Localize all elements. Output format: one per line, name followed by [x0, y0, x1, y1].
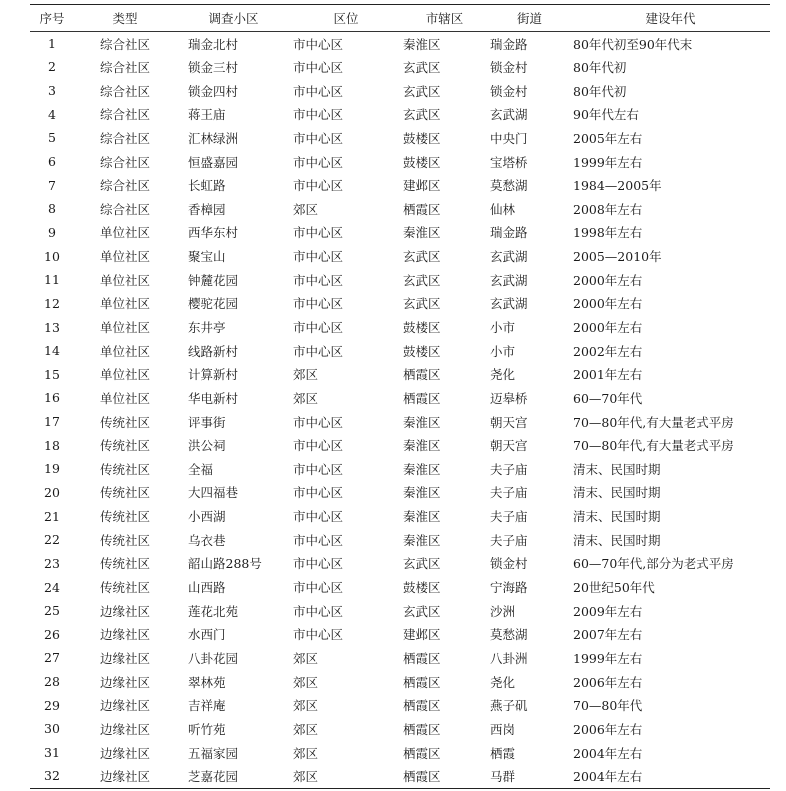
cell-district: 栖霞区	[403, 721, 441, 737]
cell-no: 23	[44, 555, 60, 571]
cell-type: 综合社区	[99, 59, 150, 75]
cell-no: 8	[48, 201, 56, 217]
cell-street: 尧化	[490, 367, 516, 383]
cell-community: 芝嘉花园	[176, 764, 291, 788]
cell-location: 市中心区	[293, 509, 344, 525]
cell-no: 1	[48, 36, 56, 52]
cell-location: 市中心区	[293, 414, 344, 430]
cell-community: 樱驼花园	[188, 296, 239, 312]
cell-type: 单位社区	[99, 320, 150, 335]
cell-no: 25	[44, 603, 60, 619]
cell-location: 市中心区	[293, 580, 344, 596]
cell-district: 栖霞区	[403, 745, 441, 761]
table-row	[30, 292, 770, 316]
cell-type: 边缘社区	[74, 764, 176, 788]
cell-type: 边缘社区	[99, 603, 150, 619]
cell-type: 传统社区	[99, 414, 150, 430]
table-row	[30, 504, 770, 528]
cell-type: 边缘社区	[99, 674, 150, 690]
cell-type: 单位社区	[99, 249, 150, 265]
cell-community: 瑞金北村	[188, 36, 239, 52]
header-cell-build-era: 建设年代	[571, 5, 770, 32]
cell-community: 聚宝山	[188, 249, 226, 265]
cell-district: 鼓楼区	[403, 130, 441, 146]
cell-location: 市中心区	[293, 154, 344, 170]
cell-type: 综合社区	[99, 36, 150, 52]
cell-build-era: 90年代左右	[573, 107, 639, 123]
cell-street: 瑞金路	[490, 225, 528, 241]
cell-build-era: 清末、民国时期	[573, 461, 661, 477]
cell-community: 长虹路	[188, 178, 226, 194]
cell-no: 17	[44, 414, 60, 430]
cell-no: 4	[48, 106, 56, 122]
cell-district: 栖霞区	[403, 201, 441, 217]
cell-type: 边缘社区	[99, 627, 150, 643]
cell-community: 东井亭	[188, 320, 226, 335]
cell-build-era: 2004年左右	[573, 745, 643, 761]
community-survey-table	[30, 4, 770, 789]
cell-street: 锁金村	[490, 59, 528, 75]
table-row	[30, 599, 770, 623]
cell-build-era: 2006年左右	[573, 674, 643, 690]
cell-district: 秦淮区	[403, 532, 441, 548]
cell-no: 9	[48, 224, 56, 240]
cell-location: 郊区	[293, 674, 319, 690]
cell-no: 5	[48, 130, 56, 146]
table-row	[30, 221, 770, 245]
cell-type: 传统社区	[99, 438, 150, 454]
cell-location: 市中心区	[293, 532, 344, 548]
cell-build-era: 2005—2010年	[573, 249, 662, 265]
cell-street: 玄武湖	[490, 249, 528, 265]
table-row	[30, 623, 770, 647]
cell-district: 秦淮区	[403, 509, 441, 525]
table-row	[30, 670, 770, 694]
cell-location: 市中心区	[293, 461, 344, 477]
cell-location: 市中心区	[293, 627, 344, 643]
cell-street: 玄武湖	[490, 272, 528, 288]
cell-community: 钟麓花园	[188, 272, 239, 288]
cell-type: 边缘社区	[99, 721, 150, 737]
cell-location: 郊区	[293, 698, 319, 714]
cell-type: 综合社区	[99, 154, 150, 170]
cell-community: 乌衣巷	[188, 532, 226, 548]
cell-district: 栖霞区	[403, 650, 441, 666]
cell-type: 传统社区	[99, 532, 150, 548]
cell-street: 沙洲	[490, 603, 516, 619]
cell-community: 山西路	[188, 580, 226, 596]
cell-type: 传统社区	[99, 485, 150, 501]
cell-district: 玄武区	[403, 59, 441, 75]
cell-build-era: 1999年左右	[573, 650, 643, 666]
cell-street: 小市	[490, 343, 516, 359]
cell-type: 综合社区	[99, 107, 150, 123]
cell-build-era: 2007年左右	[573, 627, 643, 643]
cell-build-era: 2009年左右	[573, 603, 643, 619]
cell-build-era: 20世纪50年代	[573, 580, 655, 596]
cell-street: 仙林	[490, 201, 516, 217]
cell-community: 翠林苑	[188, 674, 226, 690]
header-cell-street: 街道	[488, 5, 571, 32]
cell-no: 32	[30, 764, 74, 788]
cell-no: 21	[44, 508, 60, 524]
cell-community: 八卦花园	[188, 650, 239, 666]
cell-type: 综合社区	[99, 83, 150, 99]
cell-location: 郊区	[293, 367, 319, 383]
cell-community: 韶山路288号	[188, 556, 262, 572]
cell-street: 宝塔桥	[490, 154, 528, 170]
table-row	[30, 481, 770, 505]
cell-type: 单位社区	[99, 296, 150, 312]
cell-street: 瑞金路	[490, 36, 528, 52]
cell-district: 栖霞区	[403, 698, 441, 714]
cell-type: 单位社区	[99, 367, 150, 383]
cell-no: 26	[44, 626, 60, 642]
cell-build-era: 清末、民国时期	[573, 509, 661, 525]
header-cell-district: 市辖区	[401, 5, 488, 32]
cell-community: 小西湖	[188, 509, 226, 525]
table-row	[30, 55, 770, 79]
cell-type: 传统社区	[99, 461, 150, 477]
cell-no: 31	[44, 745, 60, 761]
cell-location: 郊区	[293, 201, 319, 217]
cell-street: 小市	[490, 320, 516, 335]
header-cell-community: 调查小区	[176, 5, 291, 32]
table-row	[30, 173, 770, 197]
cell-no: 14	[44, 343, 60, 359]
table-row	[30, 386, 770, 410]
header-cell-location: 区位	[291, 5, 401, 32]
cell-no: 15	[44, 366, 60, 382]
cell-street: 夫子庙	[490, 509, 528, 525]
cell-district: 建邺区	[403, 178, 441, 194]
cell-type: 单位社区	[99, 272, 150, 288]
cell-build-era: 60—70年代,部分为老式平房	[573, 556, 734, 572]
cell-community: 水西门	[188, 627, 226, 643]
cell-street: 朝天宫	[490, 438, 528, 454]
cell-street: 迈皋桥	[490, 390, 528, 406]
cell-community: 莲花北苑	[188, 603, 239, 619]
cell-community: 听竹苑	[188, 721, 226, 737]
cell-type: 单位社区	[99, 225, 150, 241]
cell-build-era: 清末、民国时期	[573, 485, 661, 501]
table-row	[30, 646, 770, 670]
cell-street: 燕子矶	[490, 698, 528, 714]
cell-build-era: 1999年左右	[573, 154, 643, 170]
cell-location: 市中心区	[293, 556, 344, 572]
cell-location: 市中心区	[293, 438, 344, 454]
cell-district: 玄武区	[403, 83, 441, 99]
cell-street: 马群	[488, 764, 571, 788]
cell-type: 传统社区	[99, 580, 150, 596]
cell-location: 市中心区	[293, 59, 344, 75]
table-row	[30, 339, 770, 363]
table-row	[30, 32, 770, 56]
cell-build-era: 70—80年代,有大量老式平房	[573, 438, 734, 454]
cell-location: 市中心区	[293, 485, 344, 501]
cell-build-era: 80年代初至90年代末	[573, 36, 693, 52]
cell-build-era: 60—70年代	[573, 390, 643, 406]
cell-district: 玄武区	[403, 107, 441, 123]
table-body	[30, 32, 770, 789]
cell-district: 玄武区	[403, 556, 441, 572]
cell-build-era: 2005年左右	[573, 130, 643, 146]
cell-street: 锁金村	[490, 556, 528, 572]
cell-no: 7	[48, 177, 56, 193]
cell-street: 夫子庙	[490, 461, 528, 477]
cell-district: 栖霞区	[403, 674, 441, 690]
cell-community: 洪公祠	[188, 438, 226, 454]
cell-district: 玄武区	[403, 272, 441, 288]
cell-location: 市中心区	[293, 320, 344, 335]
cell-build-era: 80年代初	[573, 83, 627, 99]
cell-build-era: 80年代初	[573, 59, 627, 75]
cell-street: 宁海路	[490, 580, 528, 596]
table-row	[30, 150, 770, 174]
cell-district: 秦淮区	[403, 438, 441, 454]
cell-district: 秦淮区	[403, 485, 441, 501]
cell-street: 锁金村	[490, 83, 528, 99]
cell-street: 莫愁湖	[490, 178, 528, 194]
cell-type: 单位社区	[99, 390, 150, 406]
cell-district: 鼓楼区	[403, 580, 441, 596]
cell-street: 尧化	[490, 674, 516, 690]
table-row	[30, 433, 770, 457]
cell-community: 锁金三村	[188, 59, 239, 75]
cell-district: 玄武区	[403, 249, 441, 265]
table-row	[30, 575, 770, 599]
table-row	[30, 197, 770, 221]
cell-community: 大四福巷	[188, 485, 239, 501]
cell-street: 朝天宫	[490, 414, 528, 430]
cell-community: 吉祥庵	[188, 698, 226, 714]
table-header	[30, 5, 770, 32]
cell-type: 传统社区	[99, 556, 150, 572]
table-row	[30, 717, 770, 741]
table-row	[30, 410, 770, 434]
cell-street: 玄武湖	[490, 107, 528, 123]
cell-community: 华电新村	[188, 390, 239, 406]
cell-build-era: 2004年左右	[571, 764, 770, 788]
cell-no: 30	[44, 721, 60, 737]
cell-location: 市中心区	[293, 296, 344, 312]
table-row	[30, 315, 770, 339]
cell-location: 市中心区	[293, 225, 344, 241]
header-row	[30, 5, 770, 32]
cell-build-era: 2008年左右	[573, 201, 643, 217]
cell-type: 综合社区	[99, 201, 150, 217]
cell-community: 锁金四村	[188, 83, 239, 99]
header-cell-type: 类型	[74, 5, 176, 32]
cell-build-era: 2000年左右	[573, 296, 643, 312]
cell-street: 西岗	[490, 721, 516, 737]
cell-community: 全福	[188, 461, 214, 477]
cell-district: 秦淮区	[403, 225, 441, 241]
cell-district: 鼓楼区	[403, 343, 441, 359]
cell-location: 郊区	[291, 764, 401, 788]
table-row	[30, 102, 770, 126]
cell-no: 22	[44, 532, 60, 548]
table-row	[30, 268, 770, 292]
cell-community: 恒盛嘉园	[188, 154, 239, 170]
cell-location: 市中心区	[293, 36, 344, 52]
cell-community: 五福家园	[188, 745, 239, 761]
cell-build-era: 70—80年代	[573, 698, 643, 714]
cell-no: 2	[48, 59, 56, 75]
cell-location: 市中心区	[293, 272, 344, 288]
cell-build-era: 2000年左右	[573, 272, 643, 288]
cell-type: 单位社区	[99, 343, 150, 359]
cell-street: 玄武湖	[490, 296, 528, 312]
table-row	[30, 79, 770, 103]
cell-no: 3	[48, 83, 56, 99]
cell-location: 市中心区	[293, 107, 344, 123]
table-row	[30, 764, 770, 788]
cell-build-era: 2006年左右	[573, 721, 643, 737]
cell-no: 24	[44, 579, 60, 595]
cell-build-era: 1998年左右	[573, 225, 643, 241]
cell-street: 夫子庙	[490, 485, 528, 501]
cell-district: 秦淮区	[403, 414, 441, 430]
cell-no: 16	[44, 390, 60, 406]
cell-community: 计算新村	[188, 367, 239, 383]
cell-community: 线路新村	[188, 343, 239, 359]
table-row	[30, 457, 770, 481]
cell-community: 评事街	[188, 414, 226, 430]
table-row	[30, 126, 770, 150]
cell-district: 鼓楼区	[403, 154, 441, 170]
table-row	[30, 693, 770, 717]
cell-no: 12	[44, 295, 60, 311]
cell-district: 秦淮区	[403, 461, 441, 477]
cell-type: 综合社区	[99, 178, 150, 194]
cell-type: 传统社区	[99, 509, 150, 525]
cell-district: 玄武区	[403, 603, 441, 619]
table-row	[30, 244, 770, 268]
cell-build-era: 1984—2005年	[573, 178, 662, 194]
cell-street: 中央门	[490, 130, 528, 146]
cell-district: 栖霞区	[401, 764, 488, 788]
cell-street: 莫愁湖	[490, 627, 528, 643]
cell-location: 市中心区	[293, 130, 344, 146]
cell-build-era: 70—80年代,有大量老式平房	[573, 414, 734, 430]
cell-build-era: 2000年左右	[573, 320, 643, 335]
cell-district: 鼓楼区	[403, 320, 441, 335]
cell-no: 29	[44, 697, 60, 713]
cell-location: 市中心区	[293, 603, 344, 619]
cell-no: 20	[44, 484, 60, 500]
cell-district: 栖霞区	[403, 367, 441, 383]
cell-no: 27	[44, 650, 60, 666]
cell-community: 蒋王庙	[188, 107, 226, 123]
cell-street: 栖霞	[490, 745, 516, 761]
cell-type: 边缘社区	[99, 698, 150, 714]
cell-community: 西华东村	[188, 225, 239, 241]
header-cell-no: 序号	[30, 5, 74, 32]
cell-no: 18	[44, 437, 60, 453]
cell-district: 栖霞区	[403, 390, 441, 406]
cell-type: 综合社区	[99, 130, 150, 146]
table-row	[30, 528, 770, 552]
table-row	[30, 741, 770, 765]
cell-no: 13	[44, 319, 60, 335]
cell-community: 汇林绿洲	[188, 130, 239, 146]
cell-location: 市中心区	[293, 83, 344, 99]
cell-type: 边缘社区	[99, 745, 150, 761]
cell-location: 市中心区	[293, 249, 344, 265]
cell-location: 郊区	[293, 745, 319, 761]
cell-build-era: 2002年左右	[573, 343, 643, 359]
cell-district: 玄武区	[403, 296, 441, 312]
cell-district: 秦淮区	[403, 36, 441, 52]
table-row	[30, 362, 770, 386]
cell-no: 19	[44, 461, 60, 477]
cell-location: 市中心区	[293, 343, 344, 359]
table-row	[30, 552, 770, 576]
cell-street: 八卦洲	[490, 650, 528, 666]
cell-location: 郊区	[293, 390, 319, 406]
cell-type: 边缘社区	[99, 650, 150, 666]
cell-no: 11	[44, 272, 60, 288]
cell-no: 6	[48, 154, 56, 170]
cell-build-era: 清末、民国时期	[573, 532, 661, 548]
cell-location: 市中心区	[293, 178, 344, 194]
cell-community: 香樟园	[188, 201, 226, 217]
cell-build-era: 2001年左右	[573, 367, 643, 383]
cell-location: 郊区	[293, 721, 319, 737]
cell-no: 28	[44, 674, 60, 690]
cell-no: 10	[44, 248, 60, 264]
cell-street: 夫子庙	[490, 532, 528, 548]
cell-district: 建邺区	[403, 627, 441, 643]
cell-location: 郊区	[293, 650, 319, 666]
